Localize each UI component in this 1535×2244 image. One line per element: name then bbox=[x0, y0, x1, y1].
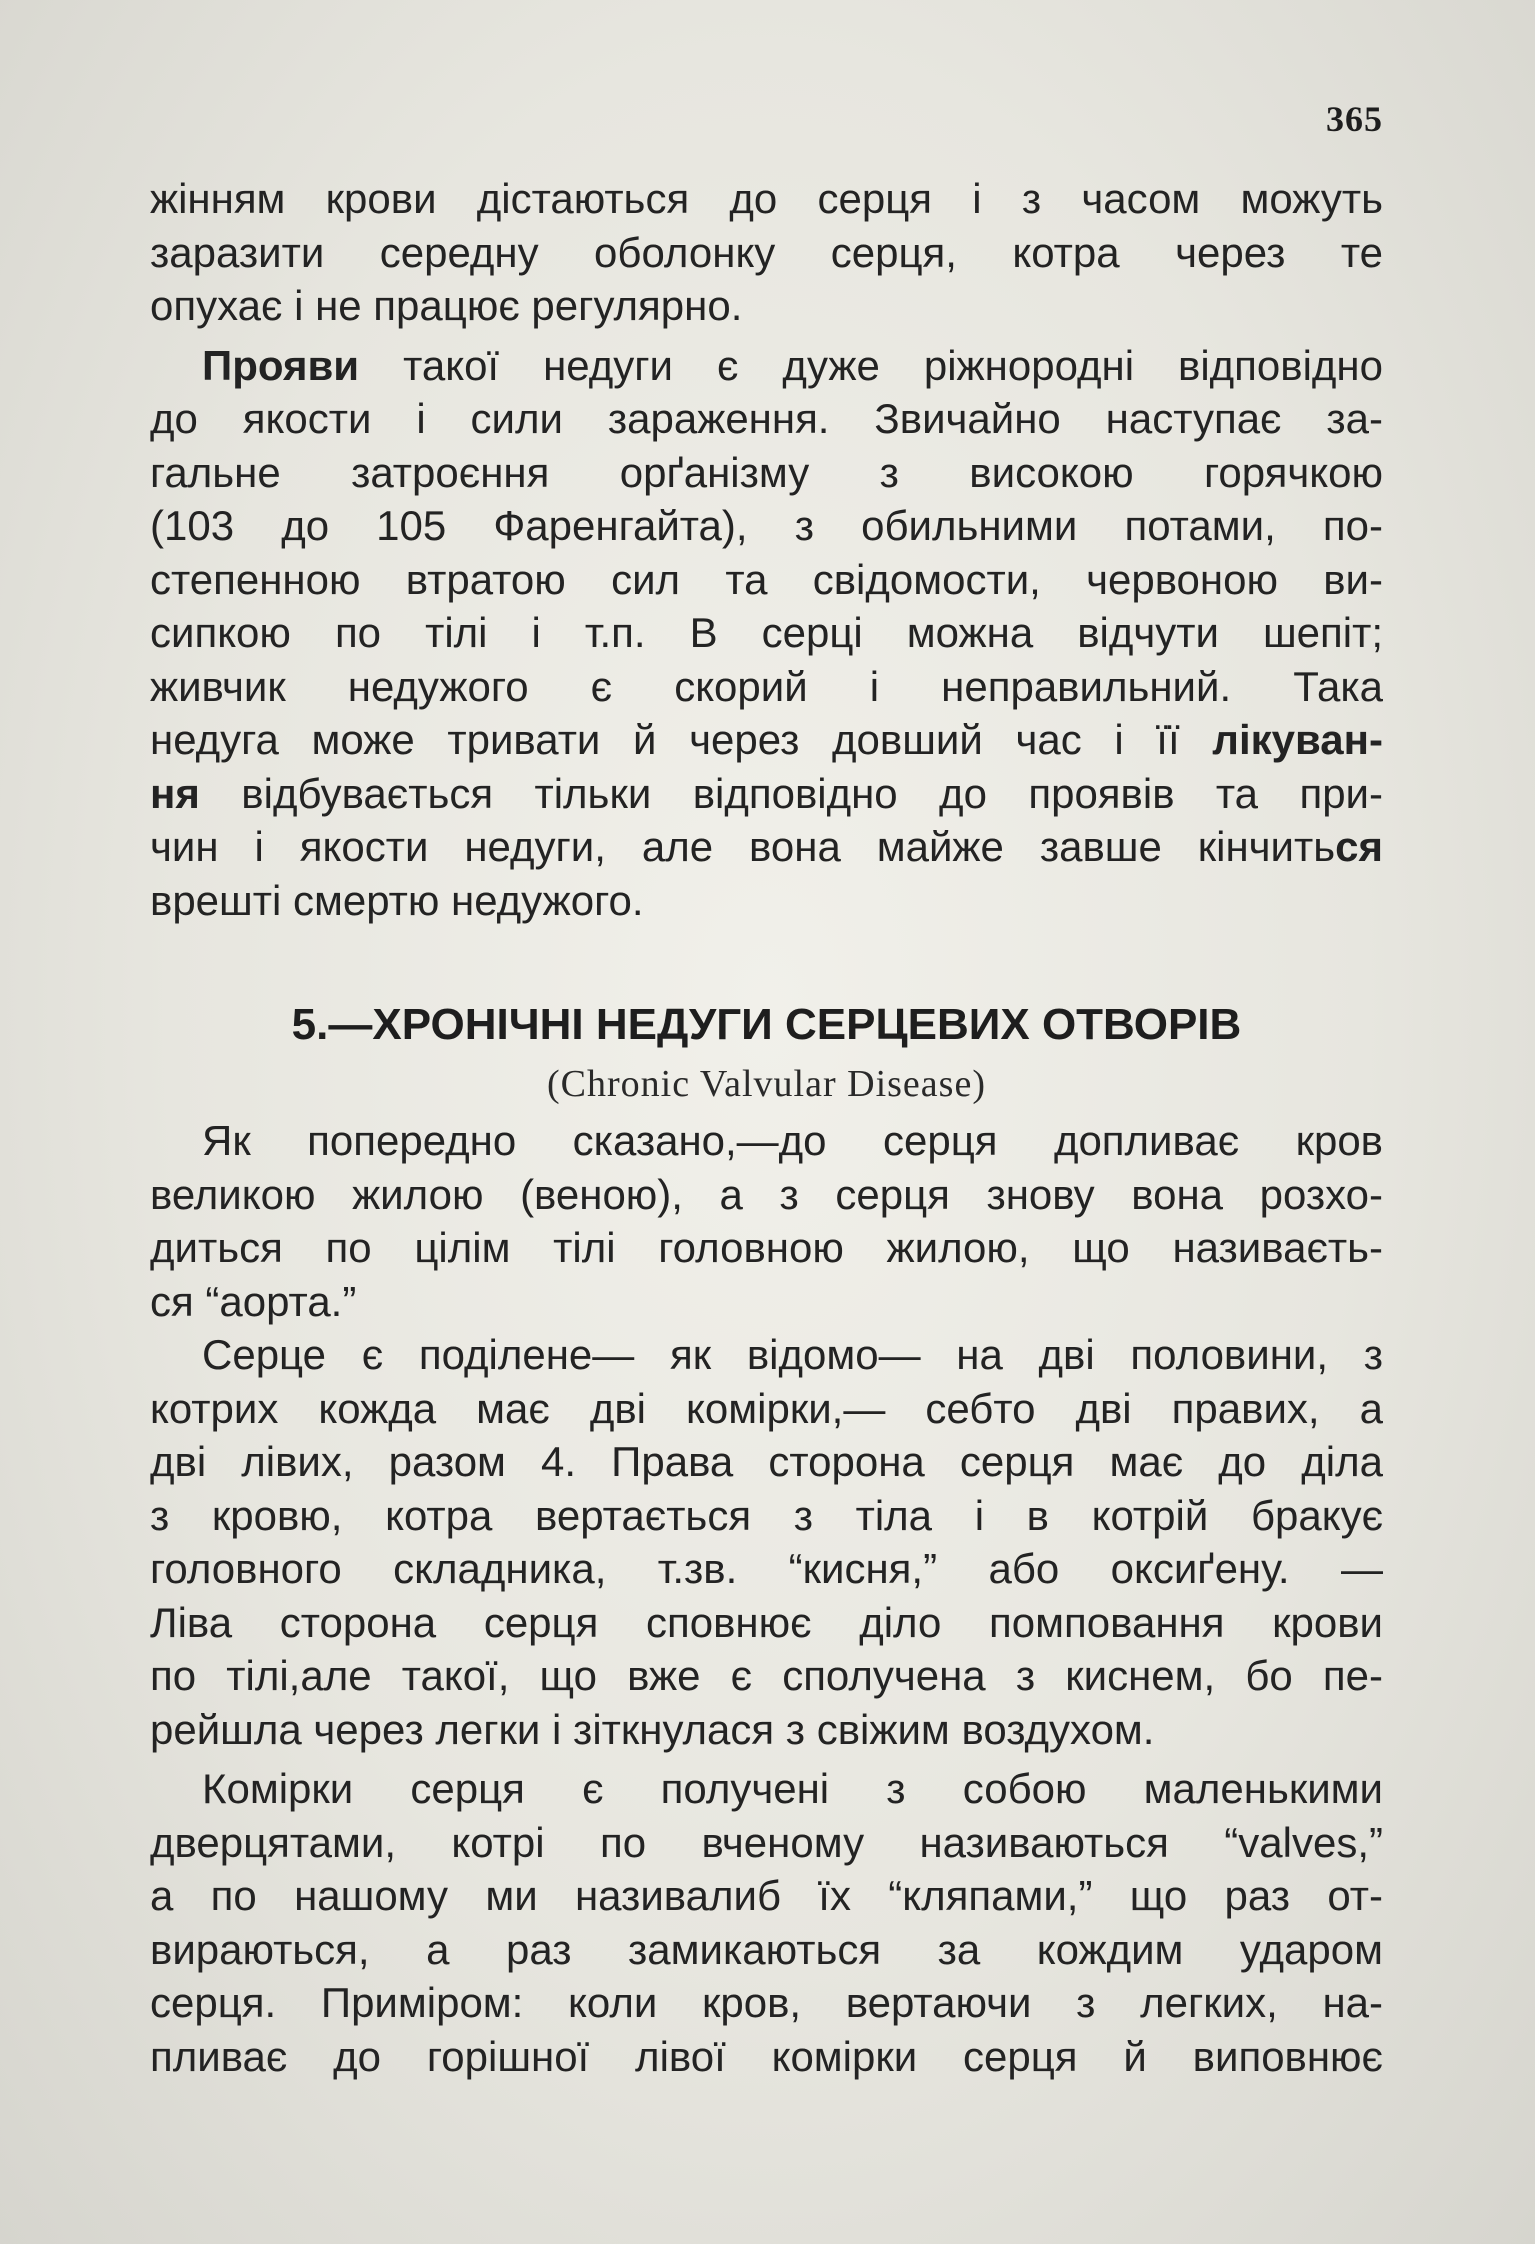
section-heading: 5.—ХРОНІЧНІ НЕДУГИ СЕРЦЕВИХ ОТВОРІВ bbox=[291, 1000, 1242, 1049]
text-line: рейшла через легки і зіткнулася з свіжим воздухом. bbox=[150, 1705, 1155, 1753]
text-line: головного складника, т.зв. “кисня,” або оксиґену. — bbox=[150, 1545, 1383, 1592]
body-text-top bbox=[150, 172, 1383, 927]
text-line: гальне затроєння орґанізму з високою горячкою bbox=[150, 448, 1383, 496]
text-line: котрих кожда має дві комірки,— себто дві правих, а bbox=[150, 1384, 1383, 1432]
section-subheading: (Chronic Valvular Disease) bbox=[547, 1063, 986, 1105]
text-line bbox=[150, 713, 1383, 767]
page-number: 365 bbox=[1326, 99, 1383, 139]
text-line: сипкою по тілі і т.п. В серці можна відчути шепіт; bbox=[150, 609, 1383, 656]
text-line bbox=[150, 767, 1383, 821]
text-line: Як попередно сказано,—до серця допливає кров bbox=[202, 1117, 1383, 1164]
text-line: степенною втратою сил та свідомости, червоною ви- bbox=[150, 555, 1383, 603]
text-line: великою жилою (веною), а з серця знову вона розхо- bbox=[150, 1170, 1383, 1218]
text-line-start: чин і якости недуги, але вона майже завше кінчить bbox=[150, 823, 1336, 870]
text-line: (103 до 105 Фаренгайта), з обильними потами, по- bbox=[150, 502, 1383, 549]
text-line: дверцятами, котрі по вченому називаються “valves,” bbox=[150, 1818, 1383, 1866]
text-line: дві лівих, разом 4. Права сторона серця має до діла bbox=[150, 1438, 1383, 1485]
bold-term-treatment: лікуван- bbox=[1212, 716, 1383, 763]
text-line: врешті смертю недужого. bbox=[150, 876, 644, 924]
text-line bbox=[150, 339, 1383, 393]
bold-term-treatment-end: ня bbox=[150, 769, 200, 817]
text-line: диться по цілім тілі головною жилою, що називаєть- bbox=[150, 1224, 1383, 1271]
text-line: серця. Приміром: коли кров, вертаючи з легких, на- bbox=[150, 1979, 1383, 2026]
line-end-mark: ся bbox=[1335, 823, 1383, 870]
text-line: опухає і не працює регулярно. bbox=[150, 282, 743, 329]
text-line: Комірки серця є получені з собою маленькими bbox=[202, 1765, 1383, 1812]
text-line: а по нашому ми називалиб їх “кляпами,” що раз от- bbox=[150, 1872, 1383, 1919]
bold-term-manifestations: Прояви bbox=[202, 341, 360, 389]
text-line: пливає до горішної лівої комірки серця й виповнює bbox=[150, 2032, 1383, 2080]
text-line: ся “аорта.” bbox=[150, 1277, 357, 1325]
text-line: жінням крови дістаються до серця і з часом можуть bbox=[150, 175, 1383, 222]
text-line bbox=[150, 820, 1383, 874]
text-line: Ліва сторона серця сповнює діло помповання крови bbox=[150, 1598, 1383, 1646]
text-line: до якости і сили зараження. Звичайно наступає за- bbox=[150, 395, 1383, 442]
text-line: вираються, а раз замикаються за кождим ударом bbox=[150, 1925, 1383, 1973]
text-line: з кровю, котра вертається з тіла і в котрій бракує bbox=[150, 1491, 1383, 1539]
text-line-rest: такої недуги є дуже ріжнородні відповідно bbox=[403, 341, 1383, 389]
text-line-rest: відбувається тільки відповідно до проявів та при- bbox=[241, 769, 1384, 817]
text-line: Серце є поділене— як відомо— на дві половини, з bbox=[202, 1331, 1383, 1378]
text-line: по тілі,але такої, що вже є сполучена з киснем, бо пе- bbox=[150, 1652, 1383, 1699]
text-line: живчик недужого є скорий і неправильний. Така bbox=[150, 662, 1383, 710]
body-text-bottom bbox=[150, 1114, 1383, 2083]
text-line: заразити середну оболонку серця, котра через те bbox=[150, 228, 1383, 276]
text-line-start: недуга може тривати й через довший час і її bbox=[150, 716, 1180, 763]
